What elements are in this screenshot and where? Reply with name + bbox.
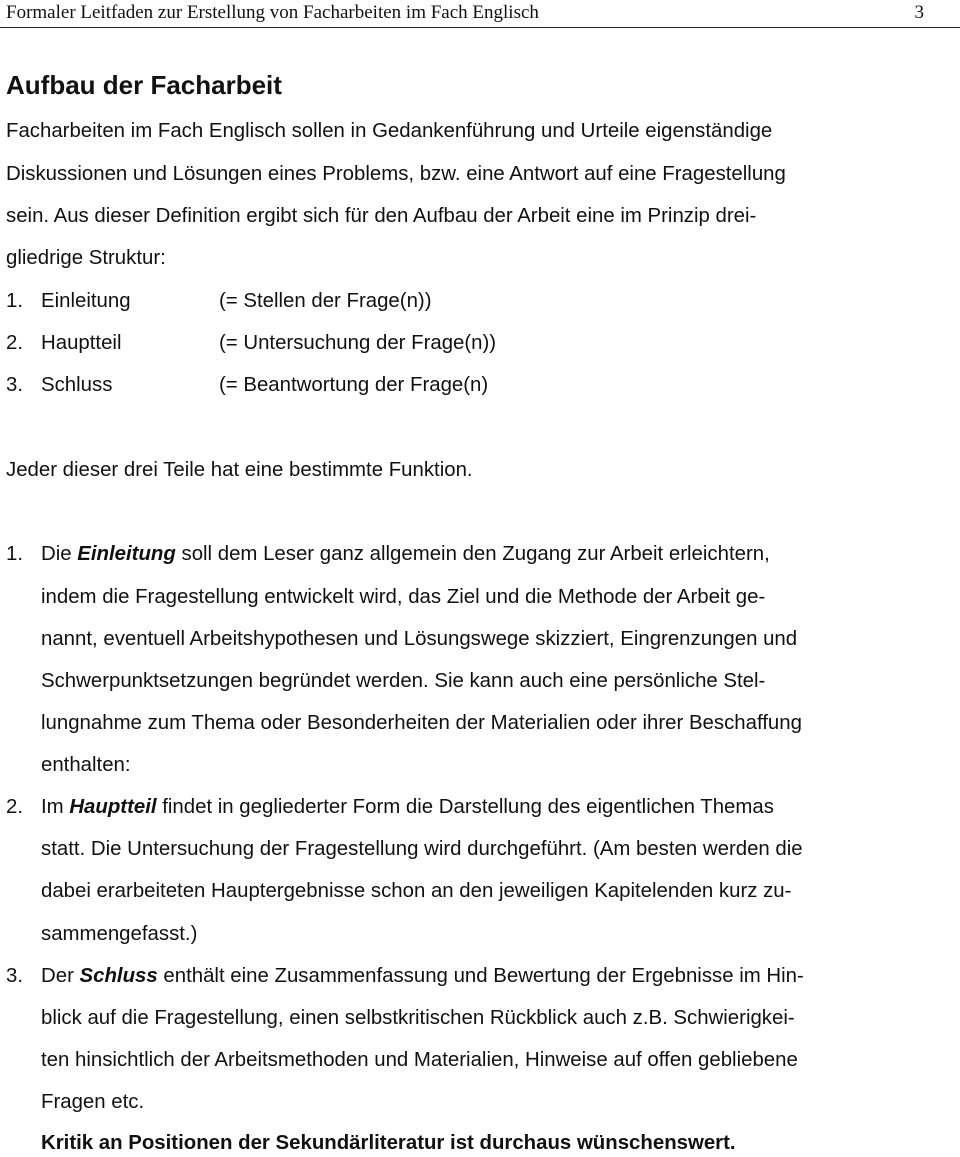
item-lead: Im — [41, 796, 70, 818]
item-line: enthalten: — [41, 754, 131, 776]
structure-name: Einleitung — [41, 290, 131, 312]
item-keyword: Einleitung — [77, 543, 176, 565]
item-line: lungnahme zum Thema oder Besonderheiten der Materialien oder ihrer Beschaffung — [41, 712, 802, 734]
item-keyword: Hauptteil — [69, 796, 157, 818]
intro-line: Facharbeiten im Fach Englisch sollen in Gedankenführung und Urteile eigenständige — [6, 120, 773, 142]
structure-description: (= Untersuchung der Frage(n)) — [219, 332, 497, 354]
document-title: Formaler Leitfaden zur Erstellung von Facharbeiten im Fach Englisch — [6, 2, 539, 23]
item-line: blick auf die Fragestellung, einen selbstkritischen Rückblick auch z.B. Schwierigkei- — [41, 1007, 795, 1029]
item-line: indem die Fragestellung entwickelt wird, das Ziel und die Methode der Arbeit ge- — [41, 586, 766, 608]
item-line: sammengefasst.) — [41, 923, 198, 945]
page-number: 3 — [914, 2, 924, 23]
item-line: Schwerpunktsetzungen begründet werden. Sie kann auch eine persönliche Stel- — [41, 670, 766, 692]
intro-line: Diskussionen und Lösungen eines Problems, bzw. eine Antwort auf eine Fragestellung — [6, 163, 786, 185]
item-rest: findet in gegliederter Form die Darstellung des eigentlichen Themas — [156, 796, 774, 818]
function-sentence: Jeder dieser drei Teile hat eine bestimmte Funktion. — [6, 459, 473, 481]
intro-line: gliedrige Struktur: — [6, 247, 166, 269]
item-first-line — [41, 540, 770, 568]
item-line: Fragen etc. — [41, 1091, 145, 1113]
item-first-line — [41, 962, 804, 990]
structure-number: 3. — [6, 374, 24, 396]
item-number: 3. — [6, 965, 24, 987]
page-header — [0, 0, 960, 28]
item-number: 2. — [6, 796, 24, 818]
item-line: ten hinsichtlich der Arbeitsmethoden und Materialien, Hinweise auf offen gebliebene — [41, 1049, 798, 1071]
item-line: dabei erarbeiteten Hauptergebnisse schon an den jeweiligen Kapitelenden kurz zu- — [41, 880, 792, 902]
item-first-line — [41, 793, 774, 821]
structure-number: 1. — [6, 290, 24, 312]
section-heading: Aufbau der Facharbeit — [6, 70, 282, 100]
structure-description: (= Beantwortung der Frage(n) — [219, 374, 489, 396]
item-lead: Der — [41, 965, 80, 987]
structure-description: (= Stellen der Frage(n)) — [219, 290, 432, 312]
item-line: nannt, eventuell Arbeitshypothesen und Lösungswege skizziert, Eingrenzungen und — [41, 628, 798, 650]
item-line: statt. Die Untersuchung der Fragestellung wird durchgeführt. (Am besten werden die — [41, 838, 803, 860]
structure-number: 2. — [6, 332, 24, 354]
intro-line: sein. Aus dieser Definition ergibt sich für den Aufbau der Arbeit eine im Prinzip drei- — [6, 205, 757, 227]
structure-name: Schluss — [41, 374, 113, 396]
item-lead: Die — [41, 543, 78, 565]
item-rest: enthält eine Zusammenfassung und Bewertung der Ergebnisse im Hin- — [157, 965, 804, 987]
item-keyword: Schluss — [79, 965, 158, 987]
item-rest: soll dem Leser ganz allgemein den Zugang zur Arbeit erleichtern, — [175, 543, 770, 565]
header-divider — [0, 27, 960, 28]
structure-name: Hauptteil — [41, 332, 122, 354]
item-number: 1. — [6, 543, 24, 565]
final-note: Kritik an Positionen der Sekundärliteratur ist durchaus wünschenswert. — [41, 1132, 736, 1154]
